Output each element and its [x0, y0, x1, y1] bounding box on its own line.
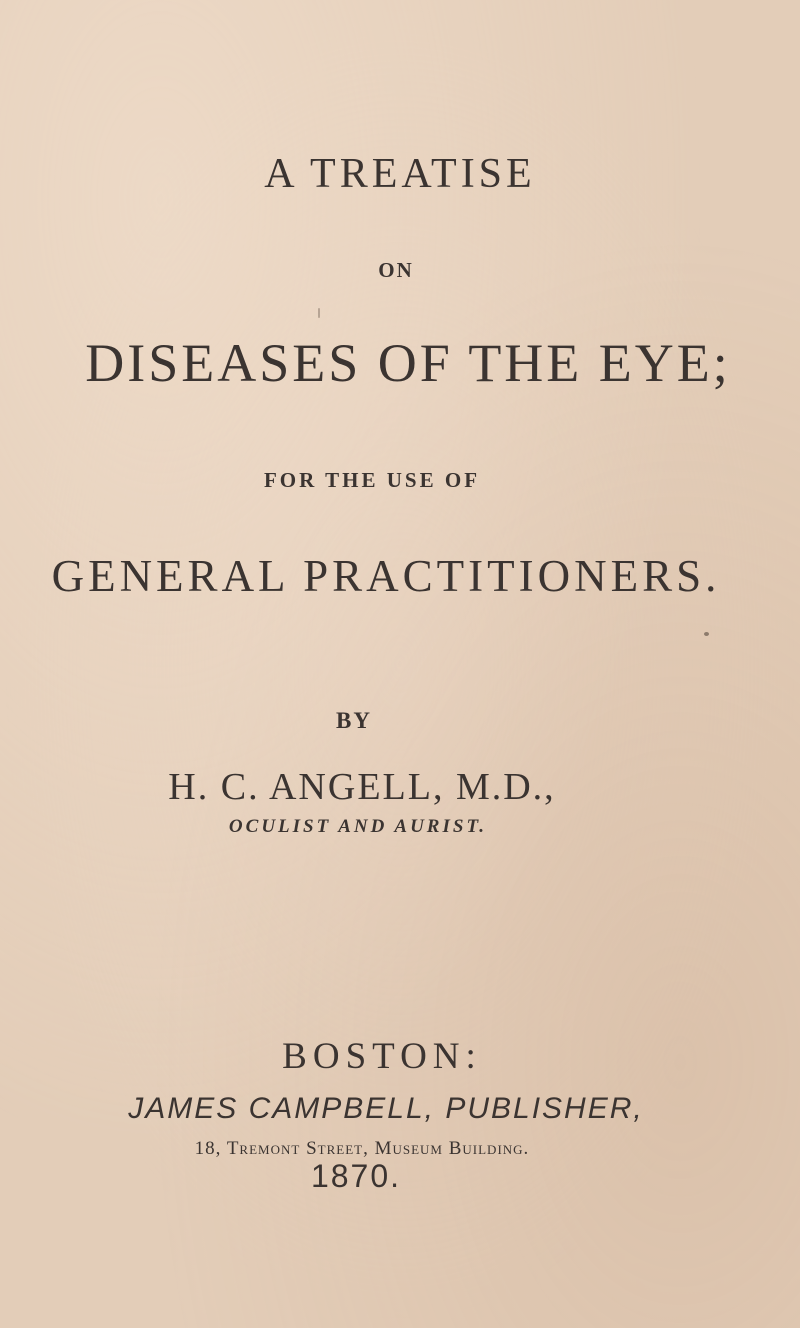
book-audience: GENERAL PRACTITIONERS.	[51, 551, 721, 601]
publisher-name: JAMES CAMPBELL, PUBLISHER,	[128, 1092, 644, 1125]
paper-speck	[318, 308, 320, 318]
book-title: A TREATISE	[264, 151, 536, 197]
author-name: H. C. ANGELL, M.D.,	[168, 766, 556, 808]
publisher-address: 18, Tremont Street, Museum Building.	[194, 1138, 530, 1159]
title-connector: ON	[378, 258, 414, 282]
author-role: OCULIST AND AURIST.	[228, 816, 488, 837]
publication-year: 1870.	[310, 1158, 402, 1194]
by-line: BY	[336, 708, 372, 733]
publication-city: BOSTON:	[282, 1036, 482, 1077]
paper-speck	[704, 632, 709, 636]
book-subject: DISEASES OF THE EYE;	[85, 333, 731, 393]
audience-intro: FOR THE USE OF	[263, 468, 481, 492]
